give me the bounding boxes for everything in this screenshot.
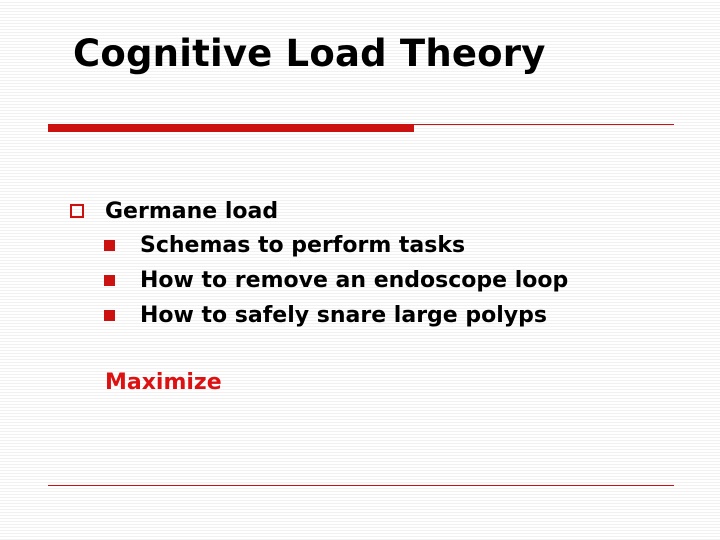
list-item xyxy=(104,298,568,333)
filled-square-icon xyxy=(104,275,115,286)
slide-title: Cognitive Load Theory xyxy=(73,32,546,75)
sub-bullet-list xyxy=(104,228,568,333)
sub-bullet-text: How to remove an endoscope loop xyxy=(140,268,569,293)
hollow-square-icon xyxy=(70,204,84,218)
sub-bullet-text: Schemas to perform tasks xyxy=(140,233,466,258)
list-item xyxy=(104,263,568,298)
title-underline-thick xyxy=(48,124,414,132)
bullet-label: Germane load xyxy=(105,198,279,224)
filled-square-icon xyxy=(104,310,115,321)
bullet-germane-load xyxy=(70,196,278,226)
filled-square-icon xyxy=(104,240,115,251)
conclusion-text: Maximize xyxy=(105,370,222,395)
list-item xyxy=(104,228,568,263)
sub-bullet-text: How to safely snare large polyps xyxy=(140,303,547,328)
footer-divider xyxy=(48,485,674,486)
title-underline-thin xyxy=(414,124,674,125)
